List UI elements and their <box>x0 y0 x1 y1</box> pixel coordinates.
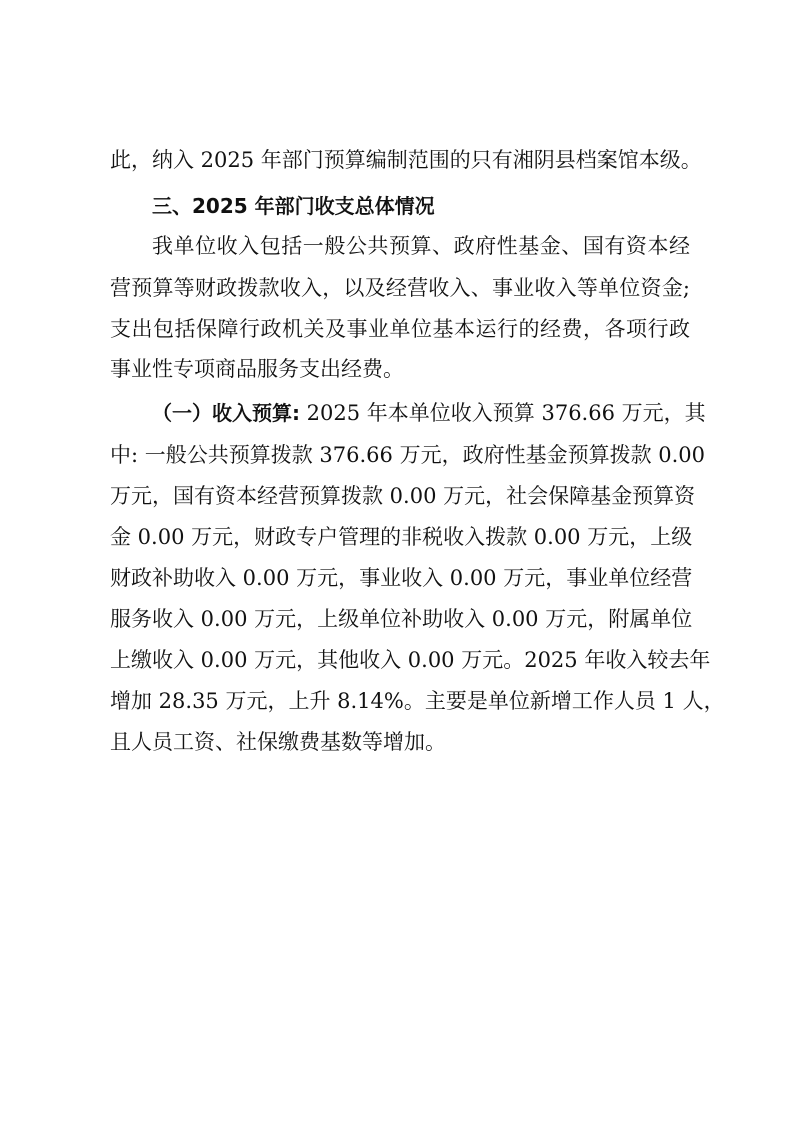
body-text-line: 营预算等财政拨款收入，以及经营收入、事业收入等单位资金; <box>110 276 690 300</box>
body-text-line: 中: 一般公共预算拨款 376.66 万元，政府性基金预算拨款 0.00 <box>110 443 706 467</box>
body-text-line: 增加 28.35 万元，上升 8.14%。主要是单位新增工作人员 1 人， <box>110 689 725 713</box>
body-text-line: 万元，国有资本经营预算拨款 0.00 万元，社会保障基金预算资 <box>110 484 696 508</box>
income-first-line <box>152 398 706 428</box>
body-text-line: 财政补助收入 0.00 万元，事业收入 0.00 万元，事业单位经营 <box>110 566 693 590</box>
body-text-line: 上缴收入 0.00 万元，其他收入 0.00 万元。2025 年收入较去年 <box>110 648 711 672</box>
income-label: （一）收入预算: <box>152 401 300 425</box>
body-text-line: 且人员工资、社保缴费基数等增加。 <box>110 730 446 754</box>
body-text-line: 事业性专项商品服务支出经费。 <box>110 357 404 381</box>
section-heading: 三、2025 年部门收支总体情况 <box>152 194 435 218</box>
body-text-line: 我单位收入包括一般公共预算、政府性基金、国有资本经 <box>152 234 690 258</box>
body-text-line: 金 0.00 万元，财政专户管理的非税收入拨款 0.00 万元，上级 <box>110 525 693 549</box>
body-text-line: 支出包括保障行政机关及事业单位基本运行的经费，各项行政 <box>110 317 690 341</box>
body-text-line: 此，纳入 2025 年部门预算编制范围的只有湘阴县档案馆本级。 <box>110 148 702 172</box>
income-text: 2025 年本单位收入预算 376.66 万元，其 <box>300 401 706 425</box>
body-text-line: 服务收入 0.00 万元，上级单位补助收入 0.00 万元，附属单位 <box>110 607 693 631</box>
